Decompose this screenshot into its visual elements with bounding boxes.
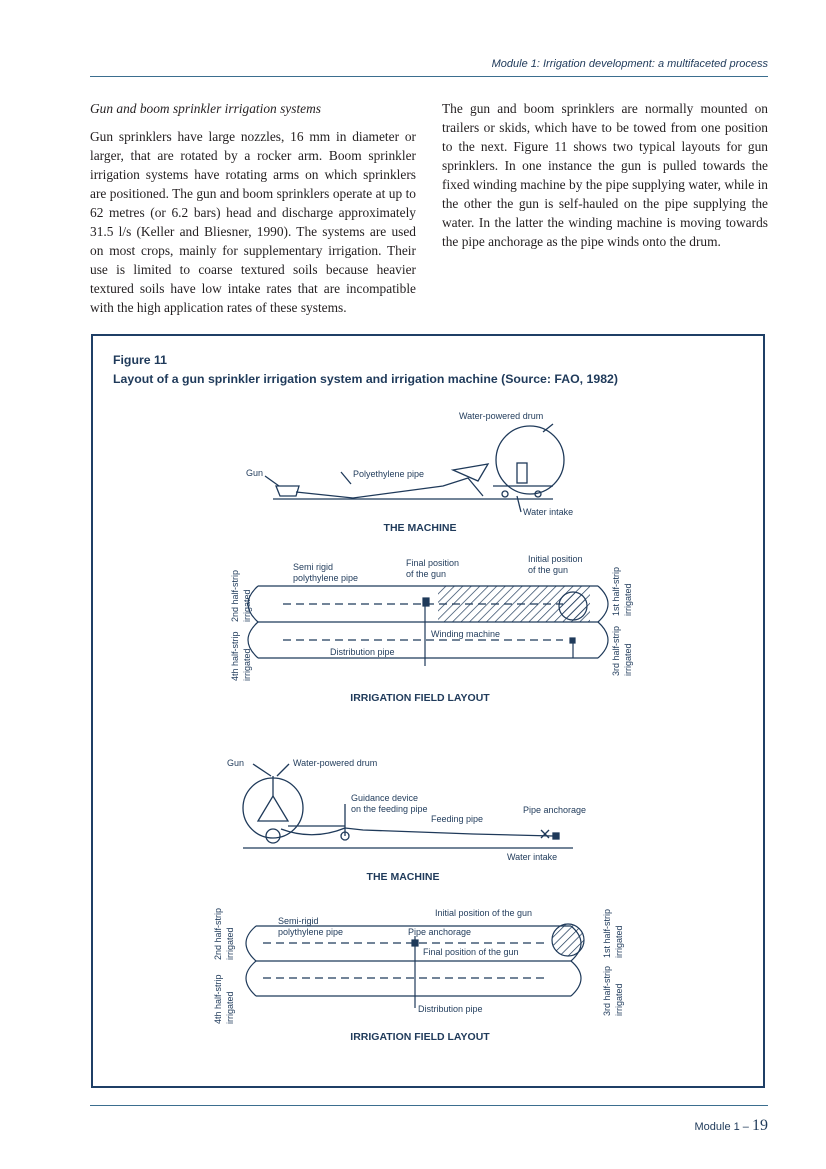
label-water-powered-drum: Water-powered drum xyxy=(459,411,544,421)
label-feeding-pipe: Feeding pipe xyxy=(431,814,484,824)
label-polythylene-pipe-2: polythylene pipe xyxy=(278,927,344,937)
label-4th-irrigated: irrigated xyxy=(242,648,252,681)
figure-caption: Layout of a gun sprinkler irrigation system and irrigation machine (Source: FAO, 1982) xyxy=(113,372,618,386)
label-polyethylene-pipe: Polyethylene pipe xyxy=(353,469,425,479)
page-footer xyxy=(695,1117,769,1135)
label-4th-half-strip-2: 4th half-strip xyxy=(213,974,223,1024)
label-2nd-half-strip-2: 2nd half-strip xyxy=(213,907,223,960)
label-final-position: Final position xyxy=(406,558,460,568)
layout-1-diagram xyxy=(248,586,608,666)
right-column xyxy=(442,99,768,251)
section-heading: Gun and boom sprinkler irrigation systems xyxy=(90,101,321,116)
label-1st-irrigated: irrigated xyxy=(623,583,633,616)
label-4th-irrigated-2: irrigated xyxy=(225,991,235,1024)
label-gun: Gun xyxy=(246,468,264,478)
layout-2-title: IRRIGATION FIELD LAYOUT xyxy=(350,1031,490,1043)
label-1st-irrigated-2: irrigated xyxy=(614,925,624,958)
left-column xyxy=(90,99,416,317)
machine-1-diagram xyxy=(265,424,564,512)
label-2nd-irrigated-2: irrigated xyxy=(225,927,235,960)
running-head: Module 1: Irrigation development: a multifaceted process xyxy=(491,58,768,70)
label-pipe-anchorage-2: Pipe anchorage xyxy=(408,927,472,937)
label-water-intake-2: Water intake xyxy=(507,852,558,862)
label-distribution-pipe-2: Distribution pipe xyxy=(418,1004,483,1014)
figure-illustration xyxy=(93,336,763,1086)
label-guidance-device: Guidance device xyxy=(351,793,419,803)
label-gun-2: Gun xyxy=(227,758,245,768)
header-rule xyxy=(90,76,768,77)
label-pipe-anchorage: Pipe anchorage xyxy=(523,805,587,815)
label-initial-position-2: Initial position of the gun xyxy=(435,908,533,918)
label-1st-half-strip-2: 1st half-strip xyxy=(602,908,612,958)
label-3rd-half-strip: 3rd half-strip xyxy=(611,625,621,676)
label-polythylene-pipe: polythylene pipe xyxy=(293,573,359,583)
label-4th-half-strip: 4th half-strip xyxy=(230,631,240,681)
sled-icon xyxy=(453,464,488,481)
right-paragraph: The gun and boom sprinklers are normally mounted on trailers or skids, which have to be towed from one position to the next. Figure 11 shows two typical layouts for gun sprinklers. In one instance the gun is pulled towards the fixed winding machine by the pipe supplying water, while in the other the gun is self-hauled on the pipe supplying the water. In the latter the winding machine is moving towards the pipe anchorage as the pipe winds onto the drum. xyxy=(442,101,768,249)
figure-label: Figure 11 xyxy=(113,353,167,367)
label-semi-rigid-2: Semi-rigid xyxy=(278,916,319,926)
label-winding-machine: Winding machine xyxy=(431,629,501,639)
label-of-the-gun-initial: of the gun xyxy=(528,565,569,575)
footer-module: Module 1 – xyxy=(694,1121,749,1133)
label-on-the-feeding-pipe: on the feeding pipe xyxy=(351,804,428,814)
footer-rule xyxy=(90,1105,768,1106)
label-2nd-irrigated: irrigated xyxy=(242,589,252,622)
label-water-powered-drum-2: Water-powered drum xyxy=(293,758,378,768)
label-water-intake: Water intake xyxy=(523,507,574,517)
machine-1-title: THE MACHINE xyxy=(383,522,457,534)
gun-1-icon xyxy=(276,486,299,496)
machine-2-title: THE MACHINE xyxy=(366,871,440,883)
label-1st-half-strip: 1st half-strip xyxy=(611,566,621,616)
label-3rd-irrigated-2: irrigated xyxy=(614,983,624,1016)
label-initial-position: Initial position xyxy=(528,554,583,564)
figure-11 xyxy=(91,334,765,1088)
label-2nd-half-strip: 2nd half-strip xyxy=(230,569,240,622)
layout-1-title: IRRIGATION FIELD LAYOUT xyxy=(350,692,490,704)
label-3rd-irrigated: irrigated xyxy=(623,643,633,676)
label-distribution-pipe: Distribution pipe xyxy=(330,647,395,657)
label-of-the-gun-final: of the gun xyxy=(406,569,447,579)
page-number: 19 xyxy=(752,1117,768,1134)
label-semi-rigid: Semi rigid xyxy=(293,562,334,572)
left-paragraph: Gun sprinklers have large nozzles, 16 mm in diameter or larger, that are rotated by a rocker arm. Boom sprinkler irrigation systems have rotating arms on which sprinklers are positioned. The gun and boom sprinklers operate at up to 62 metres (or 6.2 bars) head and discharge approximately 31.5 l/s (Keller and Bliesner, 1990). The systems are used on most crops, mainly for supplementary irrigation. Their use is limited to coarse textured soils because heavier textured soils have low intake rates that are incompatible with the high application rates of these systems. xyxy=(90,129,416,315)
water-powered-drum-icon xyxy=(496,426,564,494)
label-3rd-half-strip-2: 3rd half-strip xyxy=(602,965,612,1016)
label-final-position-2: Final position of the gun xyxy=(423,947,519,957)
